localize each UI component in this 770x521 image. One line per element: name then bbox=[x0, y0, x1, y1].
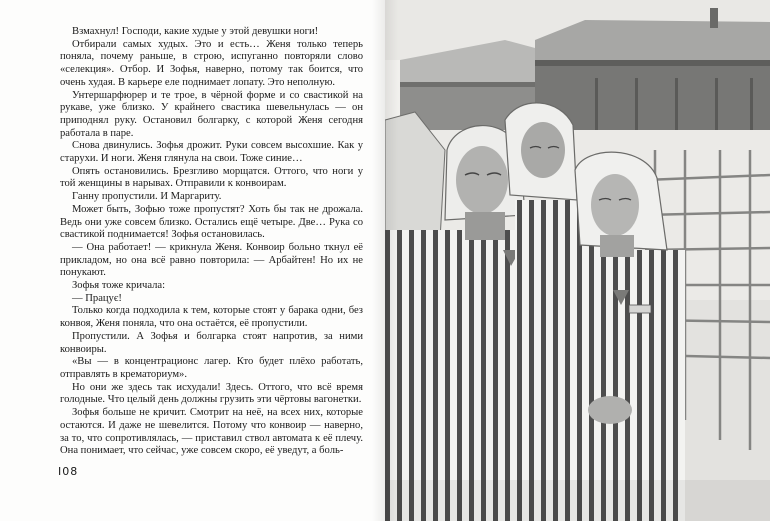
paragraph: Унтершарфюрер и те трое, в чёрной форме и со свастикой на рукаве, уже близко. У крайнего свастика шевельнулась — он приподнял руку. Остановил болгарку, с которой Женя сегодня работала в паре. bbox=[60, 89, 363, 139]
body-text bbox=[60, 26, 363, 458]
paragraph: Отбирали самых худых. Это и есть… Женя только теперь поняла, почему раньше, в строю, испуганно повторяли слово «селекция». Отбор. И Зофья, наверно, потому так боится, что очень худая. В карьере еле поднимает лопату. Это неполную. bbox=[60, 38, 363, 88]
illustration bbox=[385, 0, 770, 521]
paragraph: Ганну пропустили. И Маргариту. bbox=[72, 191, 222, 203]
paragraph: — Працує! bbox=[72, 292, 122, 304]
paragraph: Только когда подходила к тем, которые стоят у барака одни, без конвоя, Женя поняла, что она остаётся, её пропустили. bbox=[60, 305, 363, 330]
paragraph: Зофья больше не кричит. Смотрит на неё, на всех них, которые остаются. И даже не шевелится. Потому что конвоир — наверно, за то, что сопротивлялась, — приставил ствол автомата к её плечу. Она понимает, что сейчас, уже совсем скоро, её уведут, а боль- bbox=[60, 407, 363, 457]
paragraph: — Она работает! — крикнула Женя. Конвоир больно ткнул её прикладом, но она всё равно повторила: — Арбайтен! Но их не понукают. bbox=[60, 241, 363, 279]
paragraph: Снова двинулись. Зофья дрожит. Руки совсем высохшие. Как у старухи. И ноги. Женя глянула на свои. Тоже синие… bbox=[60, 140, 363, 165]
paragraph: Зофья тоже кричала: bbox=[72, 280, 166, 292]
illustration-page bbox=[385, 0, 770, 521]
paragraph: Но они же здесь так исхудали! Здесь. Оттого, что всё время голодные. Что целый день должны грузить эти чёртовы вагонетки. bbox=[60, 381, 363, 406]
paragraph: Может быть, Зофью тоже пропустят? Хоть бы так не дрожала. Ведь они уже совсем близко. Остались ещё четыре. Две… Рука со свастикой поднимается! Зофья остановилась. bbox=[60, 203, 363, 241]
paragraph: Пропустили. А Зофья и болгарка стоят напротив, за ними конвоиры. bbox=[60, 330, 363, 355]
paragraph: «Вы — в концентрационс лагер. Кто будет плёхо работать, отправлять в крематориум». bbox=[60, 356, 363, 380]
paragraph: Опять остановились. Брезгливо морщатся. Оттого, что ноги у той женщины в нарывах. Отправили к конвоирам. bbox=[60, 165, 363, 190]
paragraph: Взмахнул! Господи, какие худые у этой девушки ноги! bbox=[72, 26, 319, 37]
page-number: I08 bbox=[58, 465, 79, 478]
